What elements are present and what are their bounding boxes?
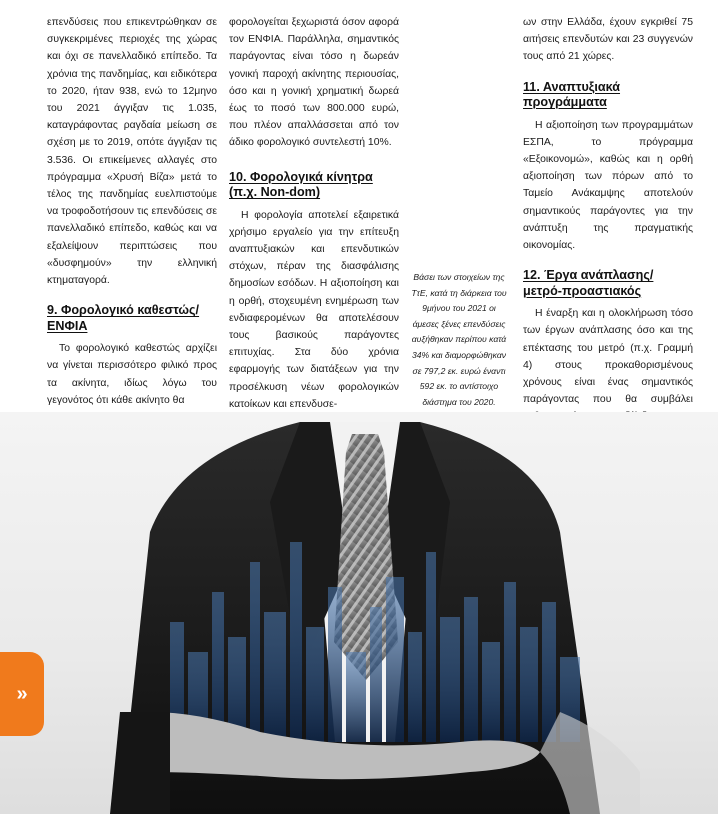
col4-paragraph-3: Η έναρξη και η ολοκλήρωση τόσο των έργων ανάπλασης όσο και της επέκτασης του μετρό (π.χ. Γραμμή 4) στους προκαθορισμένους χρόνους είναι ένας σημαντικός παράγοντας που θα συμβάλει: [523, 308, 693, 406]
col2-paragraph-2: Η φορολογία αποτελεί εξαιρετικά χρήσιμο εργαλείο για την επίτευξη αναπτυξιακών και επενδυτικών στόχων, πέραν της διασφάλισης δημοσίων εσόδων. Η αξιοποίηση και η ορθή, στοχευμένη ενημέρωση των ενδιαφερομένων θα αποτελέσουν τους βασικούς παράγοντες επιτυχίας. Στα δύο χρόνια εφαρμογής των διατάξεων για την προσέλκυση νέων φορολογικών κατοίκων και επενδυσε-: [229, 209, 399, 410]
double-chevron-right-icon: »: [16, 682, 28, 705]
col4-paragraph-1: ων στην Ελλάδα, έχουν εγκριθεί 75 αιτήσεις επενδυτών και 23 συγγενών τους από 21 χώρες.: [523, 17, 693, 63]
col4-paragraph-2: Η αξιοποίηση των προγραμμάτων ΕΣΠΑ, το πρόγραμμα «Εξοικονομώ», καθώς και η ορθή αξιοποίηση των πόρων από το Ταμείο Ανάκαμψης αποτελούν σημαντικούς παράγοντες για την ανάπτυξη της πραγματικής οικονομίας.: [523, 119, 693, 252]
heading-10: 10. Φορολογικά κίνητρα (π.χ. Non-dom): [229, 169, 373, 200]
heading-11: 11. Αναπτυξιακά προγράμματα: [523, 79, 621, 110]
businessman-city-photo: [0, 412, 718, 814]
col1-paragraph-1: επενδύσεις που επικεντρώθηκαν σε συγκεκριμένες περιοχές της χώρας και όχι σε πανελλαδικό επίπεδο. Τα χρόνια της πανδημίας, και ειδικότερα το 2020, ήταν 938, ενώ το 12μηνο του 2021 άγγιξαν τις 1.035, καταγράφοντας ραγδαία μείωση σε σχέση με το 2019, οπότε άγγιξαν τις 3.536. Οι επικείμενες αλλαγές στο πρόγραμμα «Χρυσή Βίζα» μετά το τέλος της πανδημίας ευελπιστούμε να τροφοδοτήσουν τις επενδύσεις σε πανελλαδικό επίπεδο, καθώς και να εξαλείψουν περιπτώσεις που «δυσφημούν» την ελληνική κτηματαγορά.: [47, 17, 217, 287]
businessman-illustration: [0, 412, 718, 814]
column-2: [229, 14, 399, 413]
pull-quote: Βάσει των στοιχείων της ΤτΕ, κατά τη διάρκεια του 9μήνου του 2021 οι άμεσες ξένες επενδύσεις αυξήθηκαν περίπου κατά 34% και διαμορφώθηκαν σε 797,2 εκ. ευρώ έναντι 592 εκ. το αντίστοιχο διάστημα του 2020.: [411, 272, 507, 407]
column-1: [47, 14, 217, 409]
col2-paragraph-1: φορολογείται ξεχωριστά όσον αφορά τον ΕΝΦΙΑ. Παράλληλα, σημαντικός παράγοντας είναι τόσο η δωρεάν γονική παροχή ακίνητης περιουσίας, όσο και η γονική χρηματική δωρεά έως το ποσό των 800.000 ευρώ, που πλέον απαλλάσσεται από τον άδικο φορολογικό συντελεστή 10%.: [229, 17, 399, 149]
next-page-tab[interactable]: [0, 652, 44, 736]
heading-12: 12. Έργα ανάπλασης/ μετρό-προαστιακός: [523, 268, 654, 298]
heading-9: 9. Φορολογικό καθεστώς/ ΕΝΦΙΑ: [47, 303, 200, 333]
col1-paragraph-2: Το φορολογικό καθεστώς αρχίζει να γίνεται περισσότερο φιλικό προς τα ακίνητα, ιδίως λόγω του γεγονότος ότι κάθε ακίνητο θα: [47, 343, 217, 406]
column-4: [523, 14, 693, 443]
